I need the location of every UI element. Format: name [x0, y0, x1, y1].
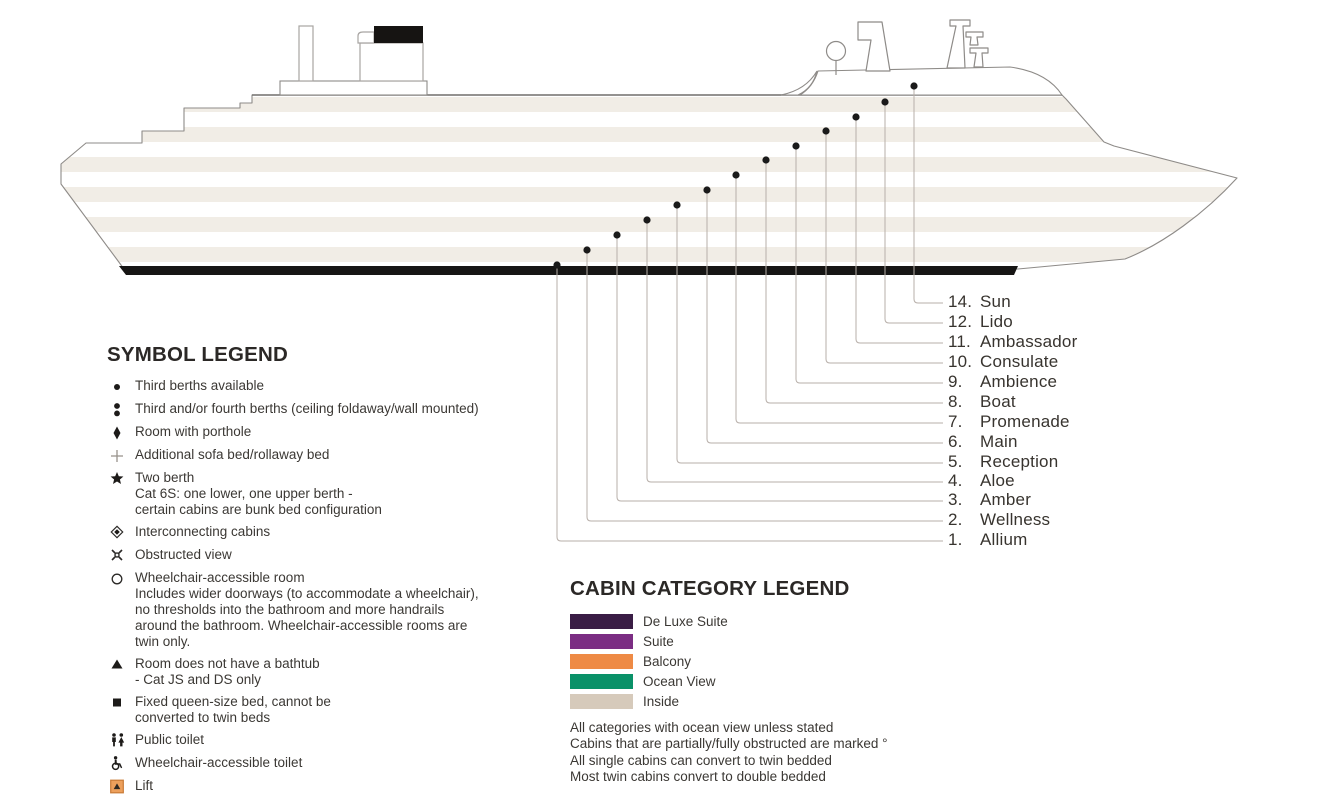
symbol-legend-items: [107, 378, 577, 795]
ship-waterline-band: [119, 266, 1018, 275]
funnel-nub: [358, 32, 374, 43]
deck-marker-dot: [822, 127, 829, 134]
ship-mast-icon: [299, 26, 313, 81]
symbol-legend-text: Third and/or fourth berths (ceiling foldaway/wall mounted): [135, 401, 479, 416]
symbol-legend-item: [107, 378, 577, 395]
deck-name: Aloe: [980, 471, 1015, 490]
symbol-legend-text: Public toilet: [135, 732, 205, 747]
symbol-legend-title: SYMBOL LEGEND: [107, 343, 289, 366]
cabin-category-rows: [570, 614, 1070, 709]
deck-name: Promenade: [980, 412, 1070, 431]
deck-name: Ambience: [980, 372, 1058, 391]
symbol-legend-item: [107, 656, 577, 688]
cabin-note-line: All categories with ocean view unless stated: [570, 720, 834, 735]
funnel-cap: [374, 26, 423, 43]
deck-name: Lido: [980, 312, 1013, 331]
cabin-category-row: [570, 674, 1070, 689]
deck-row: [948, 471, 1015, 491]
wheelchair-toilet-icon: [107, 755, 127, 772]
deck-marker-dot: [792, 142, 799, 149]
cabin-category-label: Inside: [643, 694, 680, 709]
cabin-color-swatch: [570, 654, 633, 669]
symbol-legend: [107, 343, 577, 801]
signal-mast-icon: [947, 20, 988, 68]
deck-row: [948, 490, 1031, 510]
deck-number: 3.: [948, 490, 963, 509]
public-toilet-icon: [107, 732, 127, 749]
symbol-legend-text: Interconnecting cabins: [135, 524, 271, 539]
symbol-legend-text: Wheelchair-accessible room Includes wider doorways (to accommodate a wheelchair), no thresholds into the bathroom and more handrails around the bathroom. Wheelchair-accessible rooms are twin only.: [135, 570, 479, 649]
funnel-body: [360, 43, 423, 81]
deck-marker-dot: [910, 82, 917, 89]
cabin-legend-title: CABIN CATEGORY LEGEND: [570, 577, 850, 600]
cabin-category-row: [570, 694, 1070, 709]
cabin-notes: [570, 720, 1070, 786]
symbol-legend-item: [107, 732, 577, 749]
cabin-category-label: De Luxe Suite: [643, 614, 728, 629]
third-fourth-berths-dots-icon: [107, 401, 127, 418]
porthole-diamond-icon: [107, 424, 127, 441]
symbol-legend-item: [107, 470, 577, 518]
forward-superstructure: [800, 67, 1062, 95]
interconnecting-diamond-icon: [107, 524, 127, 541]
cabin-category-label: Balcony: [643, 654, 692, 669]
symbol-legend-item: [107, 424, 577, 441]
cabin-note-line: Cabins that are partially/fully obstructed are marked °: [570, 736, 888, 752]
deck-marker-dot: [583, 246, 590, 253]
deck-row: [948, 332, 1077, 352]
deck-name: Ambassador: [980, 332, 1078, 351]
symbol-legend-item: [107, 694, 577, 726]
deck-number: 8.: [948, 392, 963, 411]
deck-marker-dot: [732, 171, 739, 178]
symbol-legend-item: [107, 401, 577, 418]
cabin-color-swatch: [570, 614, 633, 629]
deck-number: 12.: [948, 312, 973, 331]
deck-name: Boat: [980, 392, 1016, 411]
wheelchair-room-circle-icon: [107, 570, 127, 650]
symbol-legend-item: [107, 547, 577, 564]
ship-deckhouse: [280, 81, 427, 95]
cabin-note-line: Most twin cabins convert to double bedded: [570, 769, 826, 785]
deck-row: [948, 392, 1016, 412]
obstructed-view-cross-icon: [107, 547, 127, 564]
deck-number: 1.: [948, 530, 963, 549]
deck-marker-dot: [852, 113, 859, 120]
deck-row: [948, 352, 1058, 372]
deck-row: [948, 412, 1070, 432]
symbol-legend-item: [107, 524, 577, 541]
two-berth-star-icon: [107, 470, 127, 518]
symbol-legend-text: Additional sofa bed/rollaway bed: [135, 447, 330, 462]
deck-name: Reception: [980, 452, 1059, 471]
cabin-category-label: Ocean View: [643, 674, 716, 689]
deck-name: Wellness: [980, 510, 1051, 529]
deck-name: Consulate: [980, 352, 1059, 371]
leader-line: [587, 250, 943, 521]
deck-number: 9.: [948, 372, 963, 391]
deck-number: 11.: [948, 332, 971, 351]
deck-number: 2.: [948, 510, 963, 529]
cabin-category-row: [570, 654, 1070, 669]
fixed-queen-square-icon: [107, 694, 127, 726]
deck-number: 14.: [948, 292, 973, 311]
deck-marker-dot: [673, 201, 680, 208]
deck-name: Main: [980, 432, 1018, 451]
radar-ball-icon: [827, 42, 846, 61]
lift-icon: [107, 778, 127, 795]
cabin-category-row: [570, 614, 1070, 629]
deck-number: 10.: [948, 352, 973, 371]
third-berths-dot-icon: [107, 378, 127, 395]
deck-name: Allium: [980, 530, 1028, 549]
deck-row: [948, 372, 1057, 392]
deck-row: [948, 432, 1018, 452]
cabin-color-swatch: [570, 694, 633, 709]
deck-marker-dot: [643, 216, 650, 223]
symbol-legend-text: Two berth Cat 6S: one lower, one upper berth - certain cabins are bunk bed configuration: [135, 470, 382, 517]
deck-number: 7.: [948, 412, 963, 431]
deck-marker-dot: [762, 156, 769, 163]
symbol-legend-text: Room with porthole: [135, 424, 252, 439]
deck-row: [948, 530, 1028, 550]
symbol-legend-text: Fixed queen-size bed, cannot be converted to twin beds: [135, 694, 331, 725]
symbol-legend-text: Lift: [135, 778, 154, 793]
symbol-legend-item: [107, 778, 577, 795]
cabin-category-row: [570, 634, 1070, 649]
deck-number: 6.: [948, 432, 963, 451]
deck-name: Sun: [980, 292, 1011, 311]
deck-marker-dot: [613, 231, 620, 238]
cabin-category-label: Suite: [643, 634, 674, 649]
symbol-legend-item: [107, 570, 577, 650]
deck-row: [948, 510, 1050, 530]
symbol-legend-text: Obstructed view: [135, 547, 232, 562]
deck-marker-dot: [881, 98, 888, 105]
deck-row: [948, 292, 1011, 312]
deck-name: Amber: [980, 490, 1032, 509]
symbol-legend-item: [107, 755, 577, 772]
ship-hull: [61, 95, 1237, 269]
deck-marker-dot: [703, 186, 710, 193]
symbol-legend-text: Third berths available: [135, 378, 265, 393]
symbol-legend-text: Wheelchair-accessible toilet: [135, 755, 303, 770]
sofa-bed-plus-icon: [107, 447, 127, 464]
cabin-color-swatch: [570, 674, 633, 689]
foremast-icon: [858, 22, 890, 71]
deck-number: 4.: [948, 471, 963, 490]
cabin-color-swatch: [570, 634, 633, 649]
symbol-legend-item: [107, 447, 577, 464]
no-bathtub-triangle-icon: [107, 656, 127, 688]
deck-number: 5.: [948, 452, 963, 471]
cabin-category-legend: [570, 577, 1070, 786]
cabin-note-line: All single cabins can convert to twin bedded: [570, 752, 832, 768]
deck-row: [948, 312, 1013, 332]
symbol-legend-text: Room does not have a bathtub - Cat JS and DS only: [135, 656, 320, 687]
deck-row: [948, 452, 1058, 472]
deck-marker-dot: [553, 261, 560, 268]
